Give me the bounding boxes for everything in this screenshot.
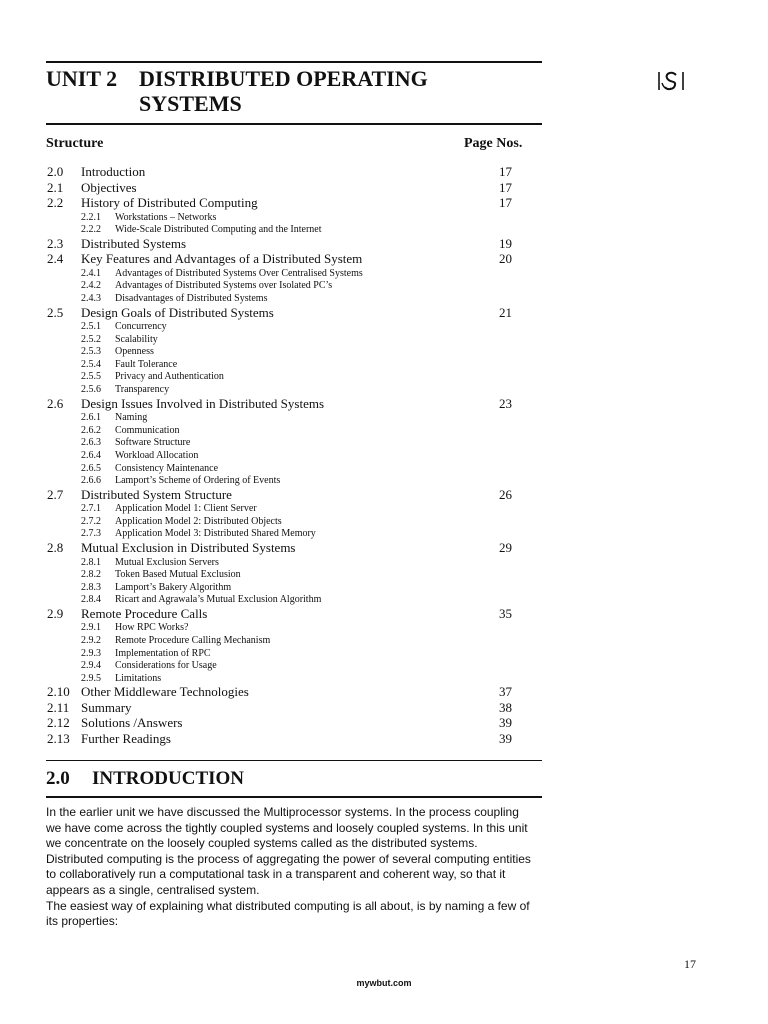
- intro-paragraph: The easiest way of explaining what distributed computing is all about, is by naming a few of its properties:: [46, 898, 530, 929]
- toc-entry-number: 2.6.3: [81, 437, 101, 449]
- toc-entry-number: 2.9.5: [81, 672, 101, 684]
- toc-subentry: [0, 450, 768, 462]
- toc-entry-number: 2.8.1: [81, 556, 101, 568]
- toc-entry-number: 2.9.1: [81, 622, 101, 634]
- toc-entry-title: Workload Allocation: [115, 449, 199, 461]
- toc-entry-title: Remote Procedure Calling Mechanism: [115, 635, 271, 646]
- title-underline-rule: [46, 123, 542, 125]
- page-number: 17: [684, 957, 696, 971]
- toc-entry-number: 2.7.1: [81, 503, 101, 515]
- toc-entry: [0, 684, 768, 699]
- toc-subentry: [0, 334, 768, 346]
- toc-entry-number: 2.9: [47, 605, 64, 621]
- toc-entry-number: 2.5.6: [81, 384, 101, 395]
- toc-entry-number: 2.5: [47, 304, 64, 320]
- toc-subentry: [0, 437, 768, 449]
- toc-entry-page: 21: [499, 304, 512, 320]
- toc-entry-page: 37: [499, 684, 512, 700]
- toc-subentry: [0, 280, 768, 292]
- toc-entry-number: 2.1: [47, 179, 64, 195]
- toc-entry-title: Disadvantages of Distributed Systems: [115, 292, 268, 304]
- toc-subentry: [0, 371, 768, 383]
- toc-subentry: [0, 425, 768, 437]
- toc-entry-page: 17: [499, 164, 512, 179]
- structure-label: Structure: [46, 136, 104, 151]
- toc-entry-title: Application Model 3: Distributed Shared Memory: [115, 528, 316, 540]
- toc-entry-number: 2.4.3: [81, 292, 101, 304]
- toc-entry: [0, 540, 768, 555]
- toc-entry-title: Concurrency: [115, 321, 167, 332]
- toc-entry-number: 2.6.5: [81, 462, 101, 474]
- toc-subentry: [0, 622, 768, 634]
- toc-entry: [0, 180, 768, 195]
- page-nos-label: Page Nos.: [464, 136, 523, 151]
- toc-entry-number: 2.5.2: [81, 333, 101, 345]
- toc-subentry: [0, 346, 768, 358]
- toc-subentry: [0, 475, 768, 487]
- toc-entry: [0, 396, 768, 411]
- toc-entry-number: 2.8.3: [81, 581, 101, 593]
- toc-entry-page: 17: [499, 179, 512, 195]
- toc-subentry: [0, 212, 768, 224]
- toc-entry: [0, 236, 768, 251]
- unit-name: DISTRIBUTED OPERATING SYSTEMS: [139, 66, 428, 116]
- toc-entry-number: 2.0: [47, 164, 64, 179]
- toc-entry-title: Mutual Exclusion in Distributed Systems: [81, 540, 296, 555]
- toc-entry-number: 2.10: [47, 684, 70, 700]
- toc-entry-title: Application Model 2: Distributed Objects: [115, 515, 282, 527]
- toc-subentry: [0, 359, 768, 371]
- toc-entry-number: 2.2.1: [81, 211, 101, 223]
- toc-entry-title: Distributed Systems: [81, 235, 187, 251]
- toc-subentry: [0, 582, 768, 594]
- toc-entry-number: 2.5.1: [81, 321, 101, 332]
- toc-entry-title: Solutions /Answers: [81, 715, 183, 731]
- toc-subentry: [0, 594, 768, 606]
- toc-entry-number: 2.11: [47, 699, 70, 715]
- toc-entry-page: 26: [499, 486, 512, 502]
- toc-subentry: [0, 268, 768, 280]
- toc-entry-title: Key Features and Advantages of a Distributed System: [81, 251, 363, 267]
- toc-entry-title: Lamport’s Scheme of Ordering of Events: [115, 475, 281, 487]
- toc-subentry: [0, 635, 768, 647]
- toc-subentry: [0, 569, 768, 581]
- toc-entry-page: 19: [499, 235, 512, 251]
- toc-entry-number: 2.9.2: [81, 635, 101, 646]
- toc-entry-title: Objectives: [81, 179, 137, 195]
- toc-entry-title: Other Middleware Technologies: [81, 684, 249, 700]
- toc-subentry: [0, 463, 768, 475]
- toc-entry-number: 2.6: [47, 395, 64, 411]
- toc-entry-page: 35: [499, 605, 512, 621]
- toc-entry-title: Naming: [115, 412, 148, 424]
- toc-entry-title: Further Readings: [81, 730, 171, 746]
- toc-entry: [0, 606, 768, 621]
- toc-entry-page: 23: [499, 395, 512, 411]
- toc-entry-title: Consistency Maintenance: [115, 462, 219, 474]
- toc-entry-title: Ricart and Agrawala’s Mutual Exclusion Algorithm: [115, 594, 322, 606]
- toc-entry-number: 2.5.5: [81, 371, 101, 383]
- toc-entry-number: 2.7.3: [81, 528, 101, 540]
- toc-end-rule: [46, 760, 542, 761]
- toc-entry-page: 39: [499, 730, 512, 746]
- toc-entry-title: Transparency: [115, 384, 170, 395]
- toc-entry-title: Mutual Exclusion Servers: [115, 556, 219, 568]
- toc-entry: [0, 251, 768, 266]
- toc-entry-title: Workstations – Networks: [115, 211, 217, 223]
- toc-subentry: [0, 516, 768, 528]
- toc-entry-page: 39: [499, 715, 512, 731]
- toc-entry: [0, 487, 768, 502]
- toc-subentry: [0, 648, 768, 660]
- toc-entry: [0, 715, 768, 730]
- section-underline-rule: [46, 796, 542, 798]
- toc-entry-title: History of Distributed Computing: [81, 195, 258, 210]
- toc-entry-number: 2.4.2: [81, 280, 101, 292]
- toc-entry-title: Scalability: [115, 333, 158, 345]
- toc-entry-number: 2.2: [47, 195, 64, 210]
- section-number: 2.0: [46, 768, 70, 789]
- toc-entry-number: 2.6.6: [81, 475, 101, 487]
- toc-entry-title: Advantages of Distributed Systems over Isolated PC’s: [115, 280, 333, 292]
- toc-entry: [0, 164, 768, 179]
- toc-entry-number: 2.4: [47, 251, 64, 267]
- toc-entry-number: 2.6.2: [81, 424, 101, 436]
- toc-entry-title: How RPC Works?: [115, 622, 189, 634]
- toc-subentry: [0, 293, 768, 305]
- toc-subentry: [0, 321, 768, 333]
- toc-entry-title: Summary: [81, 699, 132, 715]
- toc-entry-title: Design Issues Involved in Distributed Systems: [81, 395, 325, 411]
- toc-entry-number: 2.2.2: [81, 224, 101, 236]
- toc-entry-title: Fault Tolerance: [115, 358, 178, 370]
- toc-subentry: [0, 660, 768, 672]
- toc-subentry: [0, 384, 768, 396]
- toc-entry-number: 2.3: [47, 235, 64, 251]
- toc-subentry: [0, 528, 768, 540]
- toc-entry-number: 2.7: [47, 486, 64, 502]
- toc-entry-title: Openness: [115, 346, 154, 358]
- toc-entry-number: 2.4.1: [81, 267, 101, 279]
- toc-entry: [0, 700, 768, 715]
- introduction-body: [46, 805, 536, 930]
- toc-entry-title: Software Structure: [115, 437, 191, 449]
- toc-entry-title: Introduction: [81, 164, 146, 179]
- intro-paragraph: In the earlier unit we have discussed the Multiprocessor systems. In the process coupling we have come across the tightly coupled systems and loosely coupled systems. In this unit we concentrate on the loosely coupled systems called as the distributed systems. Distributed computing is the process of aggregating the power of several computing entities to collaboratively run a computational task in a transparent and coherent way, so that it appears as a single, centralised system.: [46, 805, 531, 897]
- top-rule: [46, 61, 542, 63]
- toc-entry-number: 2.13: [47, 730, 70, 746]
- university-logo-icon: [656, 70, 686, 92]
- toc-entry-title: Implementation of RPC: [115, 647, 211, 659]
- toc-entry-title: Wide-Scale Distributed Computing and the Internet: [115, 224, 322, 236]
- toc-entry-title: Token Based Mutual Exclusion: [115, 569, 241, 581]
- toc-subentry: [0, 557, 768, 569]
- toc-entry: [0, 305, 768, 320]
- toc-subentry: [0, 224, 768, 236]
- toc-entry-title: Communication: [115, 424, 180, 436]
- toc-entry-title: Limitations: [115, 672, 162, 684]
- toc-entry-title: Application Model 1: Client Server: [115, 503, 257, 515]
- toc-entry-number: 2.8: [47, 540, 64, 555]
- toc-entry: [0, 195, 768, 210]
- toc-entry-number: 2.5.4: [81, 358, 101, 370]
- toc-entry-title: Considerations for Usage: [115, 660, 217, 672]
- toc-entry-number: 2.12: [47, 715, 70, 731]
- toc-entry-title: Privacy and Authentication: [115, 371, 224, 383]
- toc-entry-number: 2.6.1: [81, 412, 101, 424]
- toc-entry-page: 38: [499, 699, 512, 715]
- section-title: INTRODUCTION: [92, 768, 245, 789]
- toc-entry-number: 2.9.4: [81, 660, 101, 672]
- toc-entry-title: Design Goals of Distributed Systems: [81, 304, 274, 320]
- toc-entry: [0, 731, 768, 746]
- toc-entry-page: 20: [499, 251, 512, 267]
- toc-entry-number: 2.7.2: [81, 515, 101, 527]
- toc-entry-number: 2.8.4: [81, 594, 101, 606]
- toc-subentry: [0, 673, 768, 685]
- toc-entry-title: Distributed System Structure: [81, 486, 232, 502]
- toc-entry-title: Advantages of Distributed Systems Over Centralised Systems: [115, 267, 363, 279]
- toc-entry-number: 2.6.4: [81, 449, 101, 461]
- toc-entry-number: 2.8.2: [81, 569, 101, 581]
- toc-entry-page: 17: [499, 195, 512, 210]
- unit-number: UNIT 2: [46, 66, 118, 91]
- toc-entry-page: 29: [499, 540, 512, 555]
- footer-website: mywbut.com: [356, 978, 412, 988]
- toc-subentry: [0, 412, 768, 424]
- toc-entry-title: Lamport’s Bakery Algorithm: [115, 581, 232, 593]
- toc-entry-number: 2.5.3: [81, 346, 101, 358]
- toc-entry-title: Remote Procedure Calls: [81, 605, 208, 621]
- toc-entry-number: 2.9.3: [81, 647, 101, 659]
- toc-subentry: [0, 503, 768, 515]
